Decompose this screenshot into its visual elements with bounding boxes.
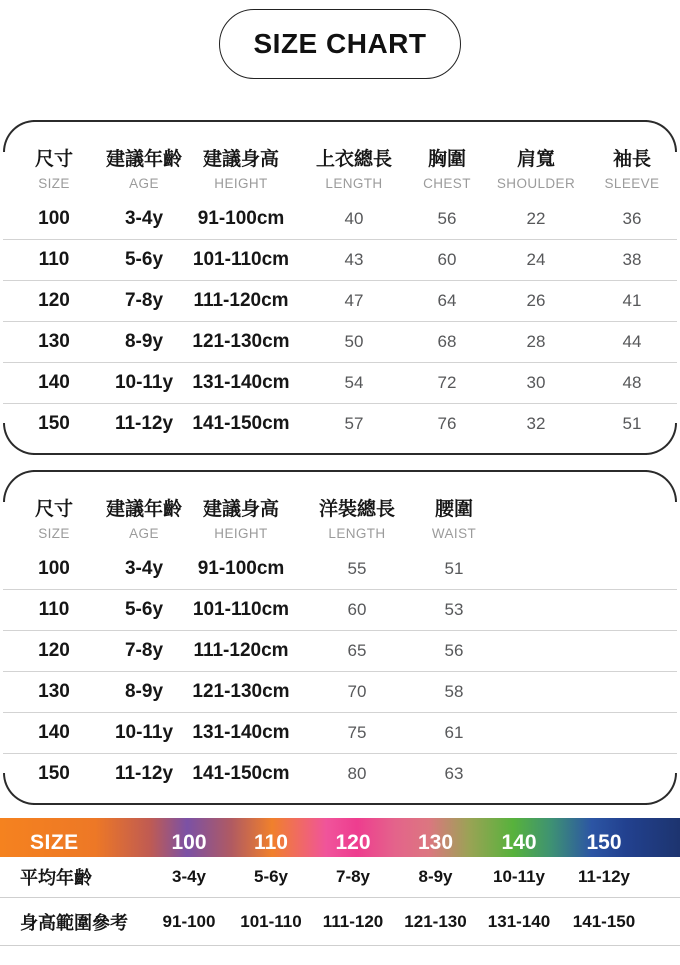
header-zh: 洋裝總長 (318, 499, 395, 520)
empty-cell (493, 590, 677, 630)
header-zh: 袖長 (612, 149, 651, 170)
cell-length: 43 (344, 250, 364, 269)
header-en: CHEST (423, 176, 471, 191)
cell-length: 55 (347, 558, 367, 578)
header-length (299, 122, 409, 198)
height-value: 121-130 (404, 911, 467, 931)
header-shoulder (485, 122, 587, 198)
table-row (3, 548, 677, 589)
table-row (3, 630, 677, 671)
height-value: 111-120 (322, 911, 384, 931)
header-length (299, 472, 415, 548)
header-zh: 肩寬 (516, 149, 555, 170)
cell-age: 10-11y (114, 722, 174, 743)
header-age (105, 472, 183, 548)
height-value: 131-140 (487, 911, 551, 931)
page-title: SIZE CHART (253, 28, 427, 59)
bar-size-value: 110 (254, 831, 288, 854)
cell-size: 100 (38, 557, 70, 579)
size-chart-title (219, 9, 461, 79)
cell-age: 3-4y (124, 207, 164, 229)
bar-size-value: 120 (335, 831, 371, 854)
cell-size: 140 (38, 722, 70, 743)
cell-age: 11-12y (114, 763, 174, 784)
cell-size: 150 (38, 413, 70, 434)
header-zh: 建議身高 (202, 149, 279, 170)
cell-length: 54 (344, 373, 364, 392)
bar-size-value: 130 (417, 831, 454, 854)
header-en: HEIGHT (214, 526, 268, 541)
age-value: 8-9y (418, 867, 453, 886)
size-reference-section (0, 818, 680, 946)
cell-size: 130 (38, 331, 70, 352)
bar-size-value: 140 (501, 831, 537, 854)
size-gradient-bar (0, 818, 680, 857)
cell-height: 131-140cm (192, 372, 290, 393)
cell-height: 91-100cm (197, 207, 285, 229)
header-en: SHOULDER (496, 176, 576, 191)
dress-size-table (3, 470, 677, 805)
empty-cell (493, 631, 677, 671)
header-zh: 建議年齡 (105, 149, 182, 170)
cell-length: 75 (347, 723, 367, 742)
table-row (3, 403, 677, 444)
cell-height: 141-150cm (192, 413, 290, 434)
cell-length: 80 (347, 764, 367, 783)
header-en: WAIST (431, 526, 477, 541)
header-en: LENGTH (328, 526, 386, 541)
cell-chest: 56 (437, 208, 457, 228)
header-en: AGE (129, 526, 159, 541)
cell-length: 47 (344, 291, 364, 310)
frame-corner (3, 423, 35, 455)
row-label: 平均年齡 (20, 868, 92, 888)
size-chart-page (0, 9, 680, 965)
bar-size-value: 150 (586, 831, 622, 854)
table-row (3, 198, 677, 239)
cell-waist: 63 (444, 764, 464, 783)
cell-sleeve: 41 (622, 291, 642, 310)
cell-age: 3-4y (124, 557, 164, 579)
frame-line (33, 803, 647, 805)
cell-height: 101-110cm (192, 599, 290, 620)
header-en: AGE (129, 176, 159, 191)
cell-shoulder: 22 (526, 208, 546, 228)
age-value: 3-4y (171, 867, 207, 886)
header-en: SIZE (38, 176, 70, 191)
cell-chest: 60 (437, 250, 457, 269)
cell-waist: 53 (444, 600, 464, 619)
cell-age: 7-8y (124, 640, 164, 661)
cell-length: 50 (344, 332, 364, 351)
header-en: LENGTH (325, 176, 383, 191)
table-row (3, 589, 677, 630)
frame-line (33, 120, 647, 122)
frame-line (33, 453, 647, 455)
table-row (3, 239, 677, 280)
header-chest (409, 122, 485, 198)
table-row (3, 712, 677, 753)
bar-size-value: 100 (171, 831, 207, 854)
cell-chest: 64 (437, 291, 457, 310)
height-value: 101-110 (240, 911, 302, 931)
row-label: 身高範圍參考 (20, 912, 128, 933)
cell-age: 11-12y (114, 413, 174, 434)
age-value: 10-11y (493, 867, 545, 886)
cell-waist: 56 (444, 641, 464, 660)
header-height (183, 472, 299, 548)
height-value: 141-150 (572, 911, 636, 931)
height-range-row (0, 898, 680, 946)
age-value: 5-6y (253, 867, 289, 886)
cell-height: 111-120cm (193, 290, 289, 311)
tops-size-table (3, 120, 677, 455)
cell-sleeve: 48 (622, 373, 642, 392)
cell-chest: 72 (437, 373, 457, 392)
age-value: 7-8y (335, 867, 371, 886)
header-zh: 腰圍 (434, 499, 473, 520)
cell-age: 5-6y (124, 599, 164, 620)
frame-corner (3, 773, 35, 805)
cell-age: 10-11y (114, 372, 174, 393)
cell-height: 91-100cm (197, 557, 285, 579)
cell-shoulder: 28 (526, 332, 546, 351)
header-age (105, 122, 183, 198)
cell-shoulder: 26 (526, 291, 546, 310)
cell-size: 140 (38, 372, 70, 393)
cell-waist: 58 (444, 682, 464, 701)
cell-age: 8-9y (124, 331, 164, 352)
empty-cell (493, 672, 677, 712)
cell-size: 120 (38, 640, 70, 661)
header-zh: 建議年齡 (105, 499, 182, 520)
frame-corner (645, 773, 677, 805)
cell-height: 131-140cm (192, 722, 290, 743)
cell-age: 8-9y (124, 681, 164, 702)
bar-size-label: SIZE (30, 831, 79, 854)
age-value: 11-12y (578, 867, 630, 886)
cell-height: 101-110cm (192, 249, 290, 270)
cell-waist: 51 (444, 558, 464, 578)
cell-chest: 76 (437, 414, 457, 433)
cell-size: 130 (38, 681, 70, 702)
height-value: 91-100 (162, 911, 216, 931)
empty-cell (493, 713, 677, 753)
table-row (3, 671, 677, 712)
cell-chest: 68 (437, 332, 457, 351)
cell-length: 40 (344, 208, 364, 228)
header-zh: 建議身高 (202, 499, 279, 520)
cell-shoulder: 24 (526, 250, 546, 269)
empty-cell (493, 548, 677, 589)
cell-age: 5-6y (124, 249, 164, 270)
cell-size: 110 (38, 599, 70, 620)
cell-height: 141-150cm (192, 763, 290, 784)
header-en: SLEEVE (604, 176, 660, 191)
frame-line (33, 470, 647, 472)
cell-sleeve: 36 (622, 208, 642, 228)
cell-length: 70 (347, 682, 367, 701)
cell-size: 110 (38, 249, 70, 270)
cell-height: 111-120cm (193, 640, 289, 661)
average-age-row (0, 857, 680, 898)
cell-shoulder: 32 (526, 414, 546, 433)
table-header-row (3, 472, 677, 548)
cell-height: 121-130cm (192, 331, 290, 352)
cell-waist: 61 (444, 723, 464, 742)
header-waist (415, 472, 493, 548)
header-en: HEIGHT (214, 176, 268, 191)
cell-length: 57 (344, 414, 364, 433)
table-row (3, 321, 677, 362)
table-header-row (3, 122, 677, 198)
cell-sleeve: 38 (622, 250, 642, 269)
cell-shoulder: 30 (526, 373, 546, 392)
header-height (183, 122, 299, 198)
table-row (3, 753, 677, 794)
header-zh: 尺寸 (34, 499, 73, 520)
header-zh: 尺寸 (34, 149, 73, 170)
cell-size: 120 (38, 290, 70, 311)
frame-corner (645, 423, 677, 455)
header-en: SIZE (38, 526, 70, 541)
table-row (3, 280, 677, 321)
cell-length: 65 (347, 641, 367, 660)
cell-size: 150 (38, 763, 70, 784)
cell-length: 60 (347, 600, 367, 619)
cell-size: 100 (38, 207, 70, 229)
cell-sleeve: 51 (622, 414, 642, 433)
cell-age: 7-8y (124, 290, 164, 311)
header-zh: 胸圍 (427, 149, 466, 170)
cell-sleeve: 44 (622, 332, 642, 351)
table-row (3, 362, 677, 403)
cell-height: 121-130cm (192, 681, 290, 702)
header-zh: 上衣總長 (315, 149, 392, 170)
